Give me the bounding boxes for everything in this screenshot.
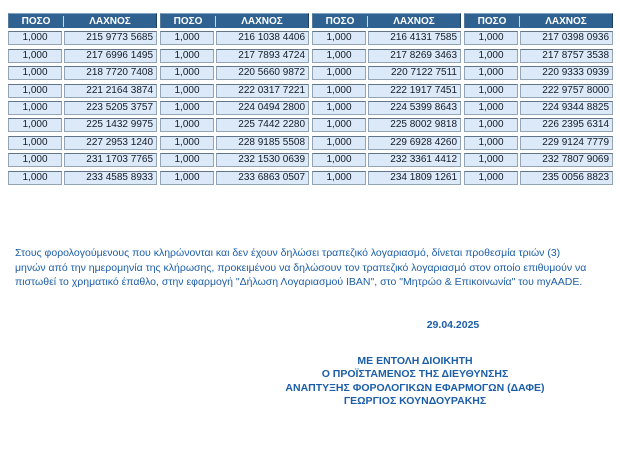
amount-cell: 1,000 <box>312 153 366 167</box>
lottery-number-cell: 226 2395 6314 <box>520 118 613 132</box>
lottery-number-cell: 232 1530 0639 <box>216 153 309 167</box>
notice-line-2: μηνών από την ημερομηνία της κλήρωσης, προκειμένου να δηλώσουν τον τραπεζικό λογαριασμό στον οποίο επιθυμούν να <box>15 261 587 274</box>
table-row <box>8 84 157 98</box>
signature-name-line: ΓΕΩΡΓΙΟΣ ΚΟΥΝΔΟΥΡΑΚΗΣ <box>343 395 487 408</box>
header-number-label: ΛΑΧΝΟΣ <box>393 15 435 27</box>
lottery-number-cell: 217 6996 1495 <box>64 49 157 63</box>
table-row <box>312 101 461 115</box>
amount-cell: 1,000 <box>160 31 214 45</box>
amount-cell: 1,000 <box>8 31 62 45</box>
lottery-number-cell: 232 3361 4412 <box>368 153 461 167</box>
table-row <box>160 84 309 98</box>
table-row <box>464 31 613 45</box>
table-row <box>160 49 309 63</box>
table-row <box>160 171 309 185</box>
lottery-number-cell: 225 1432 9975 <box>64 118 157 132</box>
header-amount-label: ΠΟΣΟ <box>21 15 51 27</box>
amount-cell: 1,000 <box>464 66 518 80</box>
notice-line-1: Στους φορολογούμενους που κληρώνονται και δεν έχουν δηλώσει τραπεζικό λογαριασμό, δίνεται προθεσμία τριών (3) <box>15 247 561 259</box>
table-row <box>312 118 461 132</box>
lottery-number-cell: 220 7122 7511 <box>368 66 461 80</box>
header-amount-label: ΠΟΣΟ <box>477 15 507 27</box>
amount-cell: 1,000 <box>160 171 214 185</box>
lottery-number-cell: 228 9185 5508 <box>216 136 309 150</box>
lottery-number-cell: 216 4131 7585 <box>368 31 461 45</box>
amount-cell: 1,000 <box>8 153 62 167</box>
lottery-number-cell: 222 0317 7221 <box>216 84 309 98</box>
lottery-number-cell: 217 7893 4724 <box>216 49 309 63</box>
table-row <box>160 66 309 80</box>
table-row <box>8 136 157 150</box>
table-row <box>8 31 157 45</box>
amount-cell: 1,000 <box>8 84 62 98</box>
header-amount-label: ΠΟΣΟ <box>173 15 203 27</box>
table-group <box>160 13 309 185</box>
lottery-number-cell: 218 7720 7408 <box>64 66 157 80</box>
table-row <box>160 136 309 150</box>
table-row <box>464 66 613 80</box>
lottery-number-cell: 220 9333 0939 <box>520 66 613 80</box>
amount-cell: 1,000 <box>312 31 366 45</box>
amount-cell: 1,000 <box>8 101 62 115</box>
lottery-number-cell: 232 7807 9069 <box>520 153 613 167</box>
lottery-number-cell: 223 5205 3757 <box>64 101 157 115</box>
amount-cell: 1,000 <box>160 118 214 132</box>
notice-line-3: πιστωθεί το χρηματικό έπαθλο, στην εφαρμογή "Δήλωση Λογαριασμού IBAN", στο "Μητρώο & Επικοινωνία" του myAADE. <box>15 276 583 289</box>
amount-cell: 1,000 <box>312 171 366 185</box>
table-header <box>8 13 157 28</box>
signature-authority-line: ΜΕ ΕΝΤΟΛΗ ΔΙΟΙΚΗΤΗ <box>357 355 473 367</box>
table-header <box>312 13 461 28</box>
amount-cell: 1,000 <box>464 84 518 98</box>
lottery-number-cell: 224 9344 8825 <box>520 101 613 115</box>
table-row <box>312 31 461 45</box>
amount-cell: 1,000 <box>8 118 62 132</box>
amount-cell: 1,000 <box>160 49 214 63</box>
table-row <box>464 153 613 167</box>
lottery-number-cell: 217 8757 3538 <box>520 49 613 63</box>
amount-cell: 1,000 <box>8 49 62 63</box>
header-number-label: ΛΑΧΝΟΣ <box>89 15 131 27</box>
notice-paragraph <box>15 246 611 290</box>
table-row <box>8 66 157 80</box>
table-row <box>160 31 309 45</box>
lottery-number-cell: 233 4585 8933 <box>64 171 157 185</box>
table-row <box>312 66 461 80</box>
table-row <box>312 49 461 63</box>
table-row <box>464 84 613 98</box>
header-amount-label: ΠΟΣΟ <box>325 15 355 27</box>
document-date: 29.04.2025 <box>426 319 480 331</box>
lottery-number-cell: 217 0398 0936 <box>520 31 613 45</box>
amount-cell: 1,000 <box>312 118 366 132</box>
lottery-number-cell: 229 6928 4260 <box>368 136 461 150</box>
lottery-number-cell: 224 5399 8643 <box>368 101 461 115</box>
amount-cell: 1,000 <box>464 153 518 167</box>
lottery-number-cell: 225 7442 2280 <box>216 118 309 132</box>
table-row <box>160 101 309 115</box>
header-number-label: ΛΑΧΝΟΣ <box>545 15 587 27</box>
amount-cell: 1,000 <box>464 171 518 185</box>
lottery-number-cell: 227 2953 1240 <box>64 136 157 150</box>
amount-cell: 1,000 <box>160 101 214 115</box>
table-group <box>312 13 461 185</box>
table-row <box>8 153 157 167</box>
lottery-number-cell: 217 8269 3463 <box>368 49 461 63</box>
table-row <box>312 136 461 150</box>
amount-cell: 1,000 <box>8 136 62 150</box>
lottery-number-cell: 235 0056 8823 <box>520 171 613 185</box>
amount-cell: 1,000 <box>160 153 214 167</box>
table-row <box>464 171 613 185</box>
lottery-number-cell: 222 1917 7451 <box>368 84 461 98</box>
amount-cell: 1,000 <box>464 49 518 63</box>
table-header <box>464 13 613 28</box>
table-row <box>312 84 461 98</box>
amount-cell: 1,000 <box>160 66 214 80</box>
table-row <box>160 118 309 132</box>
lottery-number-cell: 234 1809 1261 <box>368 171 461 185</box>
table-row <box>312 171 461 185</box>
amount-cell: 1,000 <box>464 118 518 132</box>
table-row <box>312 153 461 167</box>
amount-cell: 1,000 <box>160 136 214 150</box>
lottery-number-cell: 222 9757 8000 <box>520 84 613 98</box>
lottery-number-cell: 231 1703 7765 <box>64 153 157 167</box>
amount-cell: 1,000 <box>464 136 518 150</box>
header-number-label: ΛΑΧΝΟΣ <box>241 15 283 27</box>
table-row <box>160 153 309 167</box>
lottery-number-cell: 220 5660 9872 <box>216 66 309 80</box>
amount-cell: 1,000 <box>160 84 214 98</box>
amount-cell: 1,000 <box>312 136 366 150</box>
table-row <box>464 101 613 115</box>
signature-directorate-line: ΑΝΑΠΤΥΞΗΣ ΦΟΡΟΛΟΓΙΚΩΝ ΕΦΑΡΜΟΓΩΝ (ΔΑΦΕ) <box>285 381 545 394</box>
lottery-number-cell: 233 6863 0507 <box>216 171 309 185</box>
amount-cell: 1,000 <box>312 49 366 63</box>
table-row <box>8 101 157 115</box>
amount-cell: 1,000 <box>312 84 366 98</box>
table-row <box>464 136 613 150</box>
table-row <box>8 49 157 63</box>
lottery-number-cell: 215 9773 5685 <box>64 31 157 45</box>
amount-cell: 1,000 <box>8 171 62 185</box>
lottery-results-table <box>8 13 613 185</box>
amount-cell: 1,000 <box>464 101 518 115</box>
table-row <box>464 49 613 63</box>
table-row <box>8 171 157 185</box>
amount-cell: 1,000 <box>8 66 62 80</box>
amount-cell: 1,000 <box>312 66 366 80</box>
lottery-number-cell: 229 9124 7779 <box>520 136 613 150</box>
lottery-number-cell: 221 2164 3874 <box>64 84 157 98</box>
amount-cell: 1,000 <box>312 101 366 115</box>
lottery-number-cell: 225 8002 9818 <box>368 118 461 132</box>
table-row <box>8 118 157 132</box>
amount-cell: 1,000 <box>464 31 518 45</box>
table-group <box>464 13 613 185</box>
signature-title-line: Ο ΠΡΟΪΣΤΑΜΕΝΟΣ ΤΗΣ ΔΙΕΥΘΥΝΣΗΣ <box>321 368 509 381</box>
lottery-number-cell: 216 1038 4406 <box>216 31 309 45</box>
table-header <box>160 13 309 28</box>
table-group <box>8 13 157 185</box>
table-row <box>464 118 613 132</box>
signature-block <box>165 355 620 409</box>
lottery-number-cell: 224 0494 2800 <box>216 101 309 115</box>
